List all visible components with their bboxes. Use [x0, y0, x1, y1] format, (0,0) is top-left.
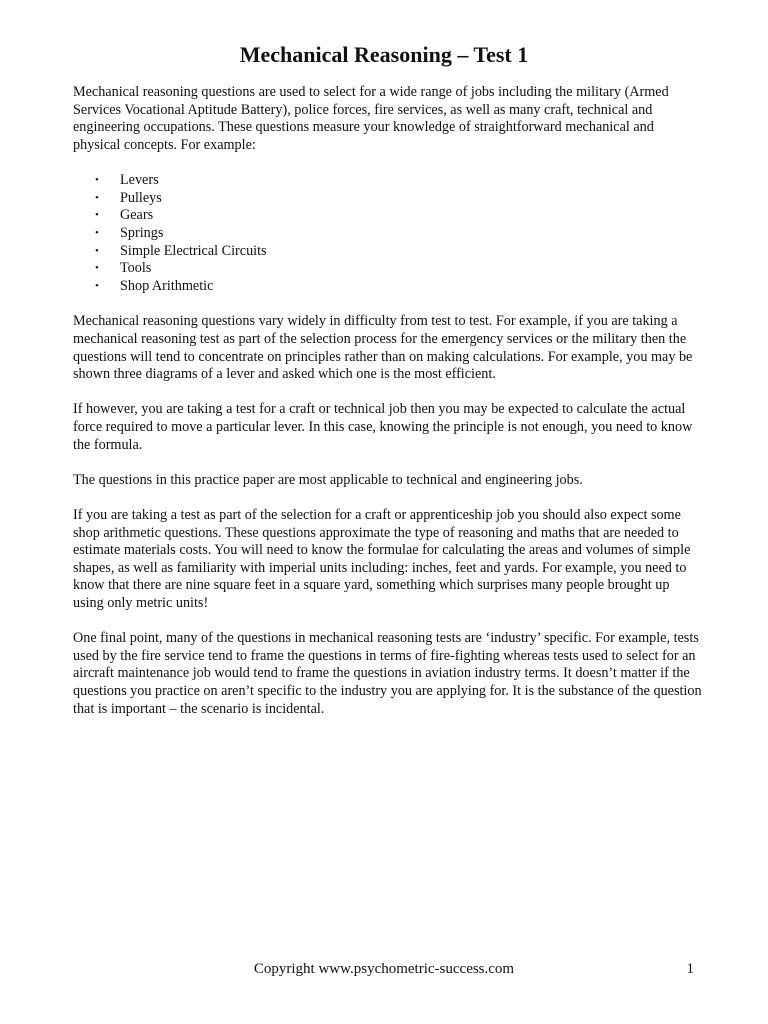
topic-list: [73, 172, 703, 296]
page-title: Mechanical Reasoning – Test 1: [239, 42, 529, 67]
bullet-icon: •: [95, 191, 99, 204]
list-item-label: Levers: [120, 171, 159, 188]
list-item: [73, 260, 703, 278]
bullet-icon: •: [95, 280, 99, 293]
page-number: 1: [686, 961, 694, 977]
bullet-icon: •: [95, 173, 99, 186]
list-item: [73, 243, 703, 261]
body-paragraph: The questions in this practice paper are most applicable to technical and engineering jobs.: [73, 471, 583, 488]
bullet-icon: •: [95, 262, 99, 275]
bullet-icon: •: [95, 209, 99, 222]
intro-paragraph: Mechanical reasoning questions are used to select for a wide range of jobs including the military (Armed Services Vocational Aptitude Battery), police forces, fire services, as well as many craft, technical and engineering occupations. These questions measure your knowledge of straightforward mechanical and physical concepts. For example:: [73, 84, 669, 153]
body-paragraph: If however, you are taking a test for a craft or technical job then you may be expected to calculate the actual force required to move a particular lever. In this case, knowing the principle is not enough, you need to know the formula.: [73, 401, 693, 453]
document-body: [73, 84, 703, 736]
list-item: [73, 225, 703, 243]
list-item-label: Shop Arithmetic: [120, 278, 214, 295]
bullet-icon: •: [95, 244, 99, 257]
list-item-label: Tools: [120, 260, 152, 277]
list-item: [73, 207, 703, 225]
list-item: [73, 172, 703, 190]
list-item-label: Pulleys: [120, 189, 162, 206]
bullet-icon: •: [95, 227, 99, 240]
body-paragraph: If you are taking a test as part of the selection for a craft or apprenticeship job you should also expect some shop arithmetic questions. These questions approximate the type of reasoning and maths that are needed to estimate materials costs. You will need to know the formulae for calculating the areas and volumes of simple shapes, as well as familiarity with imperial units including: inches, feet and yards. For example, you need to know that there are nine square feet in a square yard, something which surprises many people brought up using only metric units!: [73, 507, 691, 611]
body-paragraph: Mechanical reasoning questions vary widely in difficulty from test to test. For example, if you are taking a mechanical reasoning test as part of the selection process for the emergency services or the military then the questions will tend to concentrate on principles rather than on making calculations. For example, you may be shown three diagrams of a lever and asked which one is the most efficient.: [73, 313, 693, 383]
list-item: [73, 278, 703, 296]
list-item-label: Springs: [120, 225, 164, 242]
list-item-label: Gears: [120, 207, 154, 224]
body-paragraph: One final point, many of the questions in mechanical reasoning tests are ‘industry’ specific. For example, tests used by the fire service tend to frame the questions in terms of fire-fighting whereas tests used to select for an aircraft maintenance job would tend to frame the questions in aviation industry terms. It doesn’t matter if the questions you practice on aren’t specific to the industry you are applying for. It is the substance of the question that is important – the scenario is incidental.: [73, 630, 702, 717]
copyright-text: Copyright www.psychometric-success.com: [253, 961, 515, 977]
page-footer: [0, 961, 768, 983]
list-item: [73, 190, 703, 208]
list-item-label: Simple Electrical Circuits: [120, 242, 267, 259]
